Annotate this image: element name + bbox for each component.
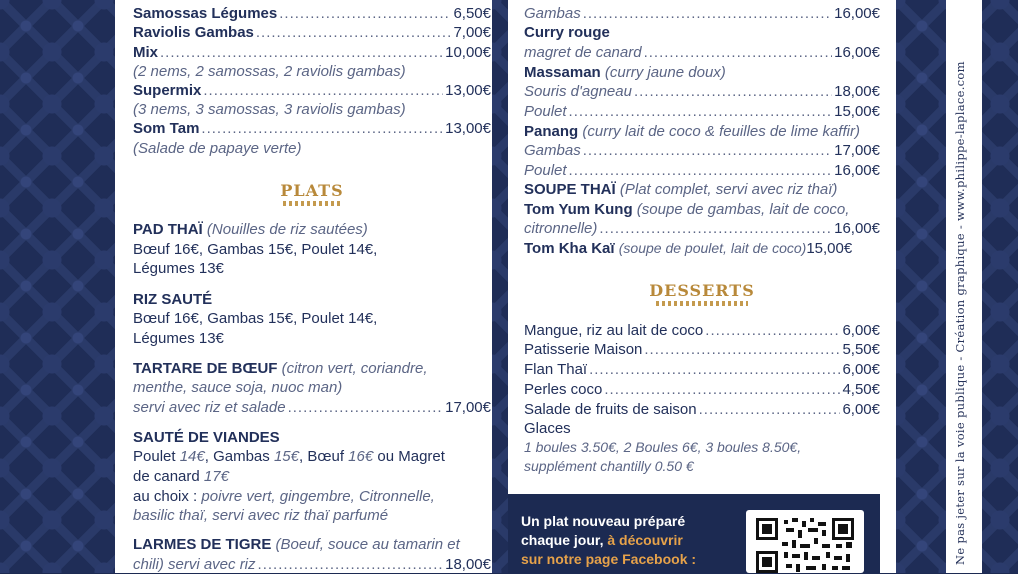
- saute-viandes-line3: au choix : poivre vert, gingembre, Citronnelle,: [133, 488, 435, 505]
- item-price: 13,00€: [445, 120, 491, 137]
- menu-item-somtam: [133, 119, 491, 138]
- saute-viandes-title: SAUTÉ DE VIANDES: [133, 429, 280, 446]
- glaces-desc: 1 boules 3.50€, 2 Boules 6€, 3 boules 8.50€,: [524, 439, 802, 455]
- dessert-item: [524, 360, 880, 379]
- riz-saute-title: RIZ SAUTÉ: [133, 291, 213, 308]
- menu-item-samossas: [133, 4, 491, 23]
- menu-item-poulet-panang: [524, 161, 880, 180]
- item-name: Flan Thaï: [524, 361, 588, 378]
- item-price: 18,00€: [834, 83, 880, 100]
- item-price: 6,00€: [842, 361, 880, 378]
- item-price: 16,00€: [834, 220, 880, 237]
- item-name: Samossas Légumes: [133, 5, 278, 22]
- item-desc: servi avec riz et salade: [133, 399, 286, 416]
- riz-saute-prices-2: Légumes 13€: [133, 330, 224, 347]
- glaces-desc-2: supplément chantilly 0.50 €: [524, 458, 694, 474]
- item-name: Perles coco: [524, 381, 603, 398]
- tartare-title: TARTARE DE BŒUF (citron vert, coriandre,: [133, 360, 428, 377]
- item-name: Poulet: [524, 103, 567, 120]
- item-price: 7,00€: [453, 24, 491, 41]
- item-name: Souris d'agneau: [524, 83, 632, 100]
- item-desc: citronnelle): [524, 220, 598, 237]
- somtam-note: (Salade de papaye verte): [133, 140, 302, 157]
- item-name: Mangue, riz au lait de coco: [524, 322, 704, 339]
- riz-saute-prices: Bœuf 16€, Gambas 15€, Poulet 14€,: [133, 310, 378, 327]
- tartare-price-row: [133, 398, 491, 417]
- pad-thai-prices: Bœuf 16€, Gambas 15€, Poulet 14€,: [133, 241, 378, 258]
- menu-item-poulet-massaman: [524, 102, 880, 121]
- larmes-price-row: [133, 555, 491, 574]
- menu-item-raviolis: [133, 23, 491, 42]
- massaman-title: Massaman (curry jaune doux): [524, 64, 726, 81]
- item-name: Mix: [133, 44, 159, 61]
- item-price: 6,00€: [842, 401, 880, 418]
- menu-item-gambas: [524, 4, 880, 23]
- pad-thai-title: PAD THAÏ (Nouilles de riz sautées): [133, 221, 368, 238]
- item-price: 17,00€: [445, 399, 491, 416]
- dessert-item: [524, 340, 880, 359]
- item-price: 16,00€: [834, 44, 880, 61]
- saute-viandes-line4: basilic thaï, servi avec riz thaï parfumé: [133, 507, 389, 524]
- item-name: magret de canard: [524, 44, 642, 61]
- menu-item-magret: [524, 43, 880, 62]
- promo-line-1: Un plat nouveau préparé: [521, 513, 686, 529]
- item-name: Tom Kha Kaï: [524, 240, 615, 257]
- item-price: 13,00€: [445, 82, 491, 99]
- pad-thai-prices-2: Légumes 13€: [133, 260, 224, 277]
- item-desc: (soupe de poulet, lait de coco): [618, 240, 807, 256]
- soupe-title: SOUPE THAÏ (Plat complet, servi avec riz thaï): [524, 181, 838, 198]
- section-heading-desserts: DESSERTS: [649, 281, 755, 300]
- item-name: Raviolis Gambas: [133, 24, 254, 41]
- item-price: 17,00€: [834, 142, 880, 159]
- item-price: 6,00€: [842, 322, 880, 339]
- qr-code[interactable]: [746, 510, 864, 573]
- menu-item-supermix: [133, 81, 491, 100]
- item-name: Gambas: [524, 142, 581, 159]
- item-price: 4,50€: [842, 381, 880, 398]
- panang-title: Panang (curry lait de coco & feuilles de lime kaffir): [524, 123, 860, 140]
- item-price: 15,00€: [806, 240, 853, 257]
- promo-line-2: chaque jour, à découvrir: [521, 532, 683, 548]
- item-price: 10,00€: [445, 44, 491, 61]
- item-name: Patisserie Maison: [524, 341, 643, 358]
- menu-item-mix: [133, 43, 491, 62]
- glaces-title: Glaces: [524, 420, 571, 437]
- facebook-link[interactable]: sur notre page Facebook :: [521, 551, 697, 567]
- dessert-item: [524, 321, 880, 340]
- tartare-desc: menthe, sauce soja, nuoc man): [133, 379, 343, 396]
- item-name: Supermix: [133, 82, 202, 99]
- item-desc: chili) servi avec riz: [133, 556, 256, 573]
- item-name: Gambas: [524, 5, 581, 22]
- heading-ornament: [656, 301, 748, 306]
- decorative-border-left: [0, 0, 115, 573]
- menu-item-tom-yum: [524, 219, 880, 238]
- mix-note: (2 nems, 2 samossas, 2 raviolis gambas): [133, 63, 406, 80]
- item-price: 16,00€: [834, 5, 880, 22]
- side-credit-text: Ne pas jeter sur la voie publique - Création graphique - www.philippe-laplace.com: [953, 61, 967, 565]
- promo-text: [521, 512, 741, 569]
- saute-viandes-line1: Poulet 14€, Gambas 15€, Bœuf 16€ ou Magret: [133, 448, 445, 465]
- item-name: Poulet: [524, 162, 567, 179]
- item-price: 6,50€: [453, 5, 491, 22]
- dessert-item: [524, 380, 880, 399]
- larmes-title: LARMES DE TIGRE (Boeuf, souce au tamarin et: [133, 536, 460, 553]
- section-heading-plats: PLATS: [280, 181, 344, 200]
- curry-rouge-title: Curry rouge: [524, 24, 610, 41]
- dessert-item: [524, 400, 880, 419]
- supermix-note: (3 nems, 3 samossas, 3 raviolis gambas): [133, 101, 406, 118]
- item-price: 16,00€: [834, 162, 880, 179]
- decorative-border-middle: [492, 0, 508, 573]
- item-price: 5,50€: [842, 341, 880, 358]
- saute-viandes-line2: de canard 17€: [133, 468, 229, 485]
- qr-code-icon: [756, 518, 854, 573]
- menu-item-tom-kha: [524, 239, 880, 258]
- item-name: Salade de fruits de saison: [524, 401, 697, 418]
- menu-item-gambas-panang: [524, 141, 880, 160]
- tom-yum-title: Tom Yum Kung (soupe de gambas, lait de coco,: [524, 201, 850, 218]
- item-price: 15,00€: [834, 103, 880, 120]
- heading-ornament: [283, 201, 341, 206]
- item-name: Som Tam: [133, 120, 200, 137]
- item-price: 18,00€: [445, 556, 491, 573]
- menu-item-agneau: [524, 82, 880, 101]
- daily-dish-promo: [508, 494, 880, 573]
